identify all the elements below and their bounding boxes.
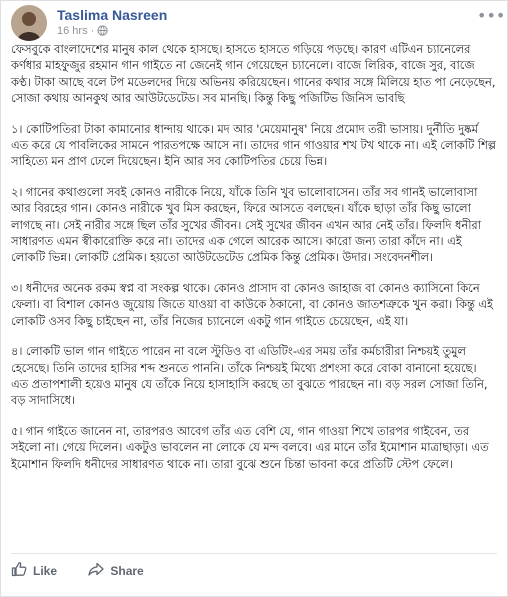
thumbs-up-icon [11,561,33,580]
author-avatar[interactable] [11,5,47,41]
post-paragraph: ৫। গান গাইতে জানেন না, তারপরও আবেগ তাঁর এত বেশি যে, গান গাওয়া শিখে তারপর গাইবেন, তর সইলো না। গেয়ে দিলেন। একটুও ভাবলেন না লোকে যে মন্দ বলবে। এর মানে তাঁর ইমোশান মাত্রাছাড়া। এত ইমোশান ফিলদি ধনীদের সাধারণত থাকে না। তারা বুঝে শুনে চিন্তা ভাবনা করে প্রতিটি স্টেপ ফেলে। [11,423,489,471]
post-time[interactable]: 16 hrs [57,25,88,37]
share-label: Share [110,563,144,578]
like-label: Like [33,563,58,578]
meta-separator: · [90,25,95,37]
post-paragraph: ১। কোটিপতিরা টাকা কামানোর ধান্দায় থাকে। মদ আর 'মেয়েমানুষ' নিয়ে প্রমোদ তরী ভাসায়। দুর্নীতি দুষ্কর্ম এত করে যে পাবলিকের সামনে পারতপক্ষে আসে না। তাদের গান গাওয়ার শখ টখ থাকে না। এই লোকটি শিল্প সাহিত্যে মন প্রাণ ঢেলে দিয়েছেন। ইনি আর সব কোটিপতির চেয়ে ভিন্ন। [11,121,496,169]
post-actions [11,561,172,585]
post-header [11,5,506,41]
post-meta [57,25,108,39]
action-divider [11,553,497,554]
post-paragraph: ২। গানের কথাগুলো সবই কোনও নারীকে নিয়ে, যাঁকে তিনি খুব ভালোবাসেন। তাঁর সব গানই ভালোবাসা আর বিরহের গান। কোনও নারীকে খুব মিস করছেন, ফিরে আসতে বলছেন। যাঁকে ছাড়া তাঁর কিছু ভালো লাগছে না। সেই নারীর সঙ্গে ছিল তাঁর সুখের জীবন। সেই সুখের জীবন এখন আর নেই তাঁর। ফিলদি ধনীরা সাধারণত এমন স্বীকারোক্তি করে না। তাদের এক গেলে আরেক আসে। কারো জন্য তারা কাঁদে না। এই লোকটি ভিন্ন। লোকটি প্রেমিক। হয়তো আউটডেটেড প্রেমিক কিন্তু প্রেমিক। উদার। সংবেদনশীল। [11,184,482,265]
post-body [11,41,497,486]
author-name[interactable]: Taslima Nasreen [57,7,168,23]
post-paragraph: ফেসবুকে বাংলাদেশের মানুষ কাল থেকে হাসছে। হাসতে হাসতে গড়িয়ে পড়ছে। কারণ এটিএন চ্যানেলের কর্ণধার মাহফুজুর রহমান গান গাইতে না জেনেই গান গেয়েছেন চ্যানেলে। বাজে লিরিক, বাজে সুর, বাজে কণ্ঠ। টাকা আছে বলে টপ মডেলদের দিয়ে অভিনয় করিয়েছেন। গানের কথার সঙ্গে মিলিয়ে হাত পা নেড়েছেন, সোজা কথায় আনকুথ আর আউটডেটেড। সব মানছি। কিন্তু কিছু পজিটিভ জিনিস ভাবছি [11,42,496,106]
share-arrow-icon [88,561,110,580]
more-options-icon[interactable]: ••• [477,6,506,25]
globe-icon [97,25,108,39]
share-button[interactable] [88,561,143,580]
like-button[interactable] [11,561,57,580]
post-paragraph: ৩। ধনীদের অনেক রকম স্বপ্ন বা সংকল্প থাকে। কোনও প্রাসাদ বা কোনও জাহাজ বা কোনও ক্যাসিনো কিনে ফেলা। বা বিশাল কোনও জুয়োয় জিতে যাওয়া বা কাউকে ঠকানো, বা কোনও জাতশত্রুকে খুন করা। কিন্তু এই লোকটি ওসব কিছু চাইছেন না, তাঁর নিজের চ্যানেলে একটু গান গাইতে চেয়েছেন, এই যা। [11,280,493,328]
post-paragraph: ৪। লোকটি ভাল গান গাইতে পারেন না বলে স্টুডিও বা এডিটিং-এর সময় তাঁর কর্মচারীরা নিশ্চয়ই তুমুল হেসেছে। তিনি তাদের হাসির শব্দ শুনতে পাননি। তাঁকে নিশ্চয়ই মিথ্যে প্রশংসা করে বোকা বানানো হয়েছে। এত প্রতাপশালী হয়েও মানুষ যে তাঁকে নিয়ে হাসাহাসি করছে তা বুঝতে পারছেন না। বড় সরল সোজা তিনি, বড় সাদাসিধে। [11,344,488,408]
